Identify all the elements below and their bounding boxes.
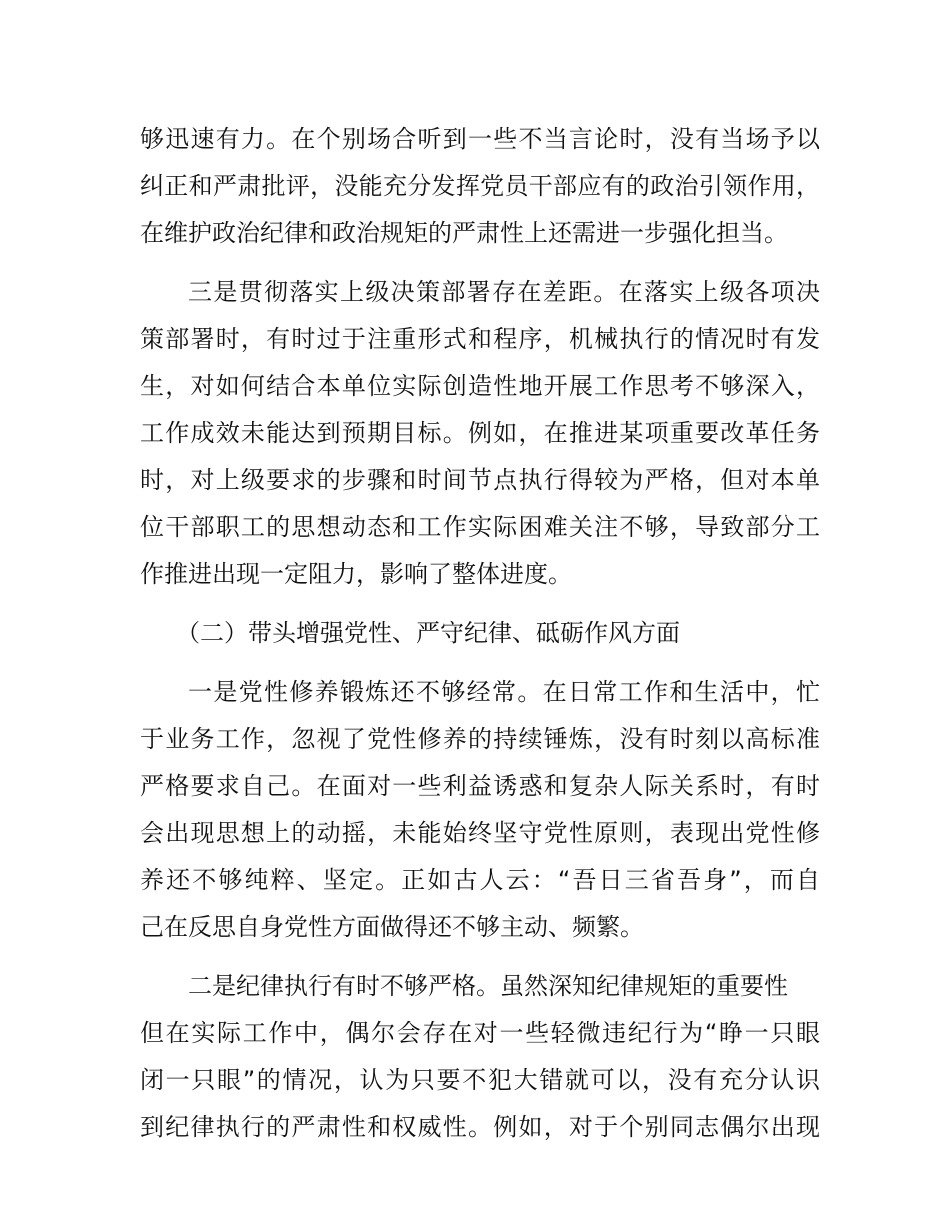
text-line: 会出现思想上的动摇，未能始终坚守党性原则，表现出党性修	[140, 819, 820, 847]
text-line: 够迅速有力。在个别场合听到一些不当言论时，没有当场予以	[140, 125, 820, 153]
text-line: 己在反思自身党性方面做得还不够主动、频繁。	[140, 913, 644, 941]
text-line: 工作成效未能达到预期目标。例如，在推进某项重要改革任务	[140, 419, 820, 447]
text-line: 三是贯彻落实上级决策部署存在差距。在落实上级各项决	[188, 278, 820, 306]
text-line: 于业务工作，忽视了党性修养的持续锤炼，没有时刻以高标准	[140, 725, 820, 753]
text-line: 位干部职工的思想动态和工作实际困难关注不够，导致部分工	[140, 513, 820, 541]
paragraph-discipline	[140, 963, 820, 1151]
text-line: 作推进出现一定阻力，影响了整体进度。	[140, 560, 572, 588]
text-line: 在维护政治纪律和政治规矩的严肃性上还需进一步强化担当。	[140, 219, 788, 247]
heading-text: （二）带头增强党性、严守纪律、砥砺作风方面	[176, 619, 680, 647]
paragraph-decision-implementation	[140, 269, 820, 598]
paragraph-party-spirit	[140, 669, 820, 951]
text-line: 养还不够纯粹、坚定。正如古人云：“吾日三省吾身”，而自	[140, 866, 820, 894]
text-line: 纠正和严肃批评，没能充分发挥党员干部应有的政治引领作用，	[140, 172, 820, 200]
text-line: 一是党性修养锻炼还不够经常。在日常工作和生活中，忙	[188, 678, 820, 706]
section-heading	[140, 610, 820, 657]
paragraph-continuation	[140, 116, 820, 257]
text-line: 严格要求自己。在面对一些利益诱惑和复杂人际关系时，有时	[140, 772, 820, 800]
text-line: 生，对如何结合本单位实际创造性地开展工作思考不够深入，	[140, 372, 820, 400]
text-line: 到纪律执行的严肃性和权威性。例如，对于个别同志偶尔出现	[140, 1113, 820, 1141]
text-line: 但在实际工作中，偶尔会存在对一些轻微违纪行为“睁一只眼	[140, 1019, 820, 1047]
text-line: 二是纪律执行有时不够严格。虽然深知纪律规矩的重要性	[188, 972, 788, 1000]
text-line: 时，对上级要求的步骤和时间节点执行得较为严格，但对本单	[140, 466, 820, 494]
text-line: 策部署时，有时过于注重形式和程序，机械执行的情况时有发	[140, 325, 820, 353]
document-body	[140, 116, 820, 1151]
text-line: 闭一只眼”的情况，认为只要不犯大错就可以，没有充分认识	[140, 1066, 820, 1094]
